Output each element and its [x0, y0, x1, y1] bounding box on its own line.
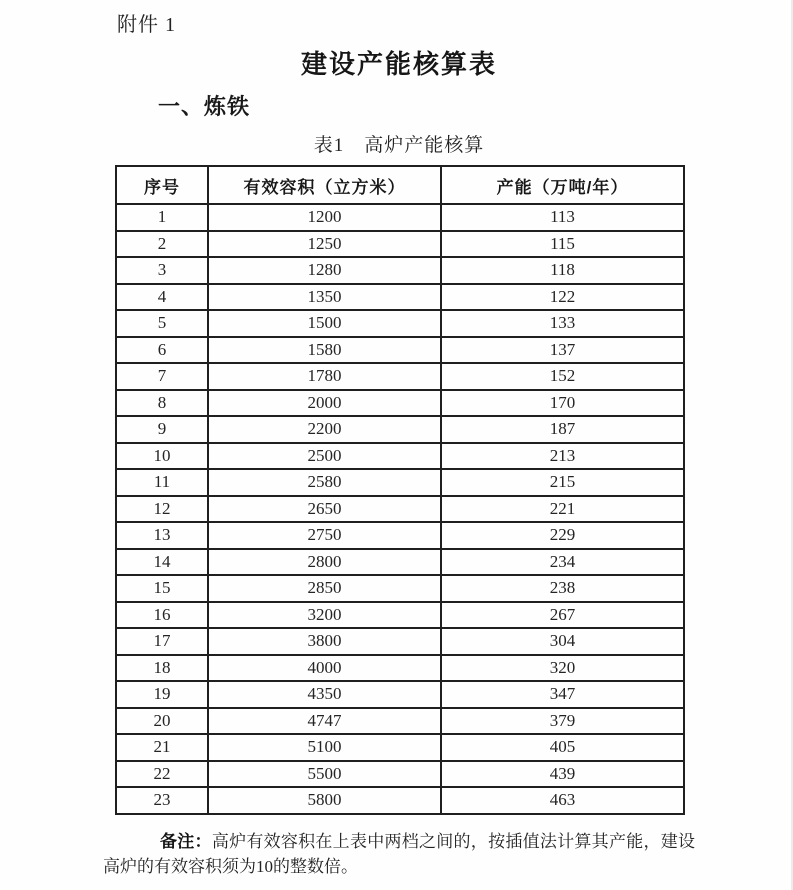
table-cell: 1350: [208, 284, 441, 311]
table-row: [116, 761, 684, 788]
table-cell: 304: [441, 628, 684, 655]
table-cell: 170: [441, 390, 684, 417]
table-cell: 16: [116, 602, 208, 629]
table-row: [116, 257, 684, 284]
table-cell: 405: [441, 734, 684, 761]
table-body: [116, 204, 684, 814]
table-cell: 2800: [208, 549, 441, 576]
table-cell: 229: [441, 522, 684, 549]
table-cell: 1780: [208, 363, 441, 390]
table-cell: 2580: [208, 469, 441, 496]
footnote-text: 高炉有效容积在上表中两档之间的，按插值法计算其产能，建设高炉的有效容积须为10的整数倍。: [103, 832, 696, 876]
table-header-row: [116, 166, 684, 204]
table-cell: 22: [116, 761, 208, 788]
table-row: [116, 708, 684, 735]
table-cell: 6: [116, 337, 208, 364]
table-row: [116, 575, 684, 602]
table-cell: 1200: [208, 204, 441, 231]
table-row: [116, 337, 684, 364]
table-row: [116, 681, 684, 708]
column-header-index: 序号: [116, 166, 208, 204]
table-cell: 3200: [208, 602, 441, 629]
table-row: [116, 549, 684, 576]
table-row: [116, 787, 684, 814]
table-cell: 13: [116, 522, 208, 549]
table-cell: 463: [441, 787, 684, 814]
table-cell: 2200: [208, 416, 441, 443]
table-cell: 5100: [208, 734, 441, 761]
table-cell: 12: [116, 496, 208, 523]
table-cell: 23: [116, 787, 208, 814]
table-cell: 17: [116, 628, 208, 655]
table-cell: 5500: [208, 761, 441, 788]
table-cell: 15: [116, 575, 208, 602]
table-cell: 113: [441, 204, 684, 231]
table-cell: 187: [441, 416, 684, 443]
table-cell: 122: [441, 284, 684, 311]
table-cell: 118: [441, 257, 684, 284]
table-row: [116, 310, 684, 337]
table-cell: 5800: [208, 787, 441, 814]
table-cell: 1250: [208, 231, 441, 258]
table-row: [116, 204, 684, 231]
table-cell: 20: [116, 708, 208, 735]
table-cell: 234: [441, 549, 684, 576]
table-cell: 2500: [208, 443, 441, 470]
table-cell: 14: [116, 549, 208, 576]
table-cell: 18: [116, 655, 208, 682]
table-row: [116, 469, 684, 496]
table-cell: 215: [441, 469, 684, 496]
table-cell: 2650: [208, 496, 441, 523]
table-cell: 4: [116, 284, 208, 311]
table-cell: 2: [116, 231, 208, 258]
table-cell: 10: [116, 443, 208, 470]
footnote: [103, 829, 695, 879]
table-cell: 7: [116, 363, 208, 390]
table-cell: 1580: [208, 337, 441, 364]
table-row: [116, 390, 684, 417]
table-row: [116, 734, 684, 761]
table-cell: 238: [441, 575, 684, 602]
table-cell: 439: [441, 761, 684, 788]
table-cell: 115: [441, 231, 684, 258]
table-row: [116, 628, 684, 655]
table-row: [116, 231, 684, 258]
table-cell: 152: [441, 363, 684, 390]
table-cell: 3800: [208, 628, 441, 655]
table-cell: 2850: [208, 575, 441, 602]
table-cell: 1: [116, 204, 208, 231]
blast-furnace-capacity-table: [115, 165, 685, 815]
section-heading-ironmaking: 一、炼铁: [158, 94, 251, 119]
table-row: [116, 522, 684, 549]
table-cell: 3: [116, 257, 208, 284]
page-title: 建设产能核算表: [300, 49, 497, 79]
table-row: [116, 443, 684, 470]
table-cell: 2750: [208, 522, 441, 549]
table-caption: 表1 高炉产能核算: [313, 135, 485, 156]
table-cell: 320: [441, 655, 684, 682]
table-cell: 347: [441, 681, 684, 708]
table-cell: 221: [441, 496, 684, 523]
table-cell: 267: [441, 602, 684, 629]
table-cell: 4350: [208, 681, 441, 708]
table-cell: 1500: [208, 310, 441, 337]
footnote-label: 备注：: [160, 832, 212, 851]
table-cell: 19: [116, 681, 208, 708]
column-header-effective-volume: 有效容积（立方米）: [208, 166, 441, 204]
table-row: [116, 655, 684, 682]
table-cell: 137: [441, 337, 684, 364]
table-row: [116, 363, 684, 390]
table-row: [116, 416, 684, 443]
table-cell: 21: [116, 734, 208, 761]
table-cell: 9: [116, 416, 208, 443]
table-cell: 213: [441, 443, 684, 470]
table-cell: 379: [441, 708, 684, 735]
table-cell: 5: [116, 310, 208, 337]
attachment-label: 附件 1: [117, 14, 176, 36]
table-row: [116, 602, 684, 629]
table-cell: 4000: [208, 655, 441, 682]
table-row: [116, 284, 684, 311]
table-cell: 11: [116, 469, 208, 496]
table-cell: 2000: [208, 390, 441, 417]
table-cell: 1280: [208, 257, 441, 284]
table-row: [116, 496, 684, 523]
table-cell: 4747: [208, 708, 441, 735]
table-cell: 133: [441, 310, 684, 337]
table-cell: 8: [116, 390, 208, 417]
column-header-capacity: 产能（万吨/年）: [441, 166, 684, 204]
